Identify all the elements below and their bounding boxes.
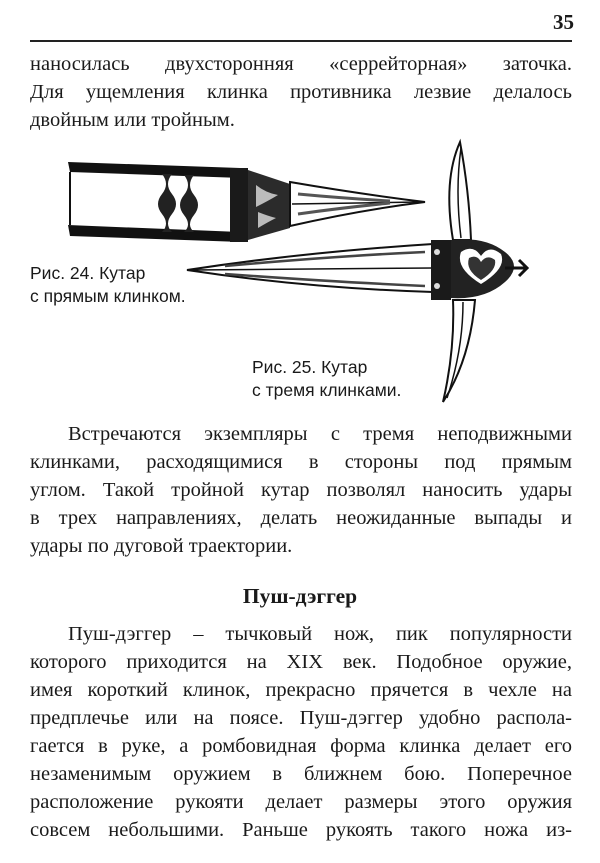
paragraph-3-line: имея короткий клинок, прекрасно прячется в чехле на [30, 679, 572, 701]
figure-25-caption-line: Рис. 25. Кутар [252, 357, 368, 377]
paragraph-3 [30, 620, 572, 844]
figure-24-caption-line: Рис. 24. Кутар [30, 263, 146, 283]
paragraph-3-line: совсем небольшими. Раньше рукоять такого ножа из- [30, 819, 572, 841]
paragraph-3-line: незаменимым оружием в ближнем бою. Поперечное [30, 763, 572, 785]
paragraph-2-line: клинками, расходящимися в стороны под прямым [30, 451, 572, 473]
paragraph-1-line: Для ущемления клинка противника лезвие делалось [30, 81, 572, 103]
paragraph-1-line: наносилась двухсторонняя «серрейторная» заточка. [30, 53, 572, 75]
paragraph-2-line: в трех направлениях, делать неожиданные выпады и [30, 507, 572, 529]
paragraph-3-line: расположение рукояти делает размеры этого оружия [30, 791, 572, 813]
paragraph-2-line: углом. Такой тройной кутар позволял наносить удары [30, 479, 572, 501]
figure-25-caption-line: с тремя клинками. [252, 380, 402, 400]
paragraph-2 [30, 420, 572, 560]
paragraph-3-line: предплечье или на поясе. Пуш-дэггер удобно распола- [30, 707, 572, 729]
header-rule [30, 40, 572, 42]
figure-25-caption [252, 356, 401, 402]
figure-24-caption-line: с прямым клинком. [30, 286, 186, 306]
paragraph-1-line: двойным или тройным. [30, 109, 235, 131]
paragraph-3-line: гается в руке, а ромбовидная форма клинка делает его [30, 735, 572, 757]
paragraph-3-line: Пуш-дэггер – тычковый нож, пик популярности [68, 623, 572, 645]
figure-24-caption [30, 262, 186, 308]
page-number: 35 [553, 10, 574, 34]
paragraph-3-line: которого приходится на XIX век. Подобное оружие, [30, 651, 572, 673]
paragraph-2-line: Встречаются экземпляры с тремя неподвижными [68, 423, 572, 445]
paragraph-1 [30, 50, 572, 134]
section-title: Пуш-дэггер [242, 584, 358, 608]
paragraph-2-line: удары по дуговой траектории. [30, 535, 293, 557]
